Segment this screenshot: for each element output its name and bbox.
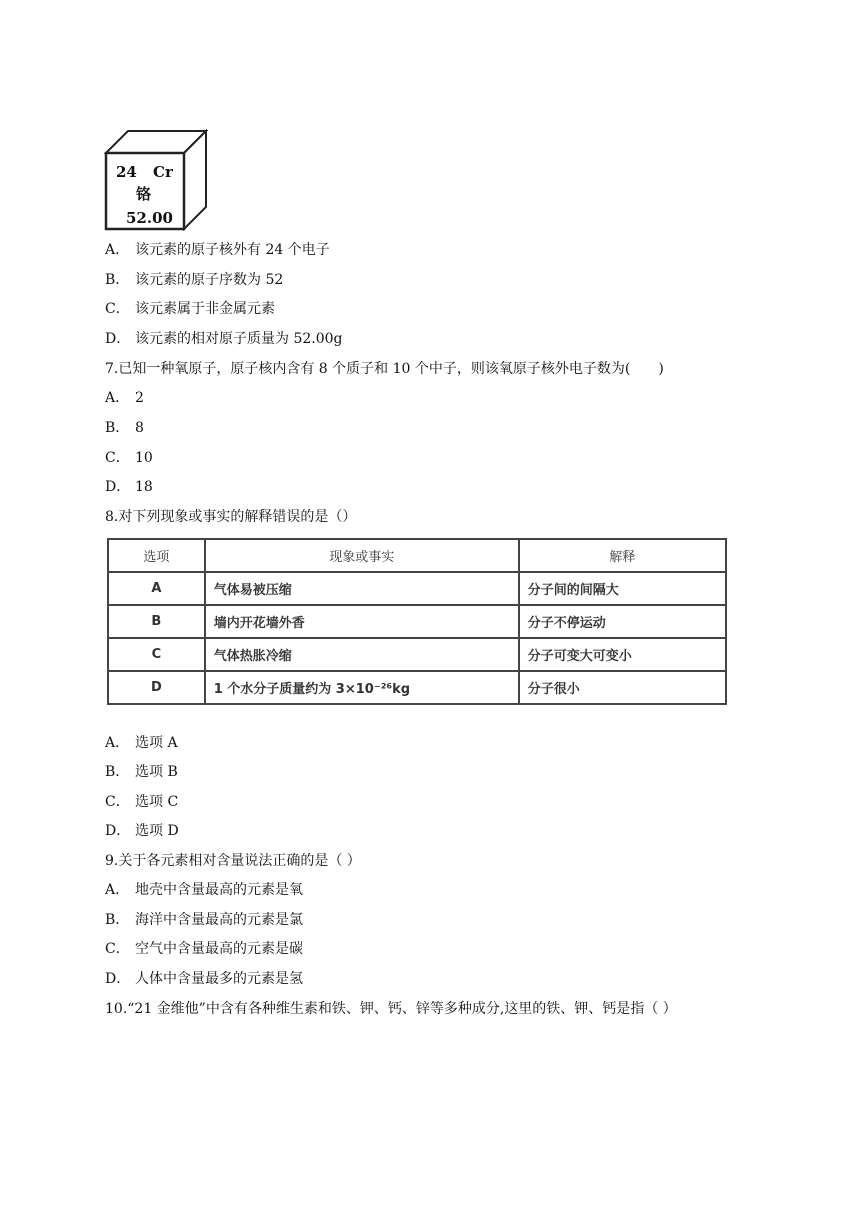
table-cell: 分子间的间隔大 xyxy=(519,572,726,605)
q8-option-b[interactable] xyxy=(105,763,178,781)
q6-option-b[interactable] xyxy=(105,271,283,289)
table-row xyxy=(108,671,726,704)
option-letter: A． xyxy=(105,882,130,898)
table-cell: 气体易被压缩 xyxy=(205,572,519,605)
option-text: 该元素的原子序数为 52 xyxy=(135,272,284,288)
table-cell: B xyxy=(108,605,205,638)
table-row xyxy=(108,638,726,671)
option-text: 选项 A xyxy=(135,735,178,751)
q6-option-a[interactable] xyxy=(105,241,330,259)
option-text: 该元素的相对原子质量为 52.00g xyxy=(135,331,343,347)
option-text: 选项 B xyxy=(135,764,178,780)
table-cell: 气体热胀冷缩 xyxy=(205,638,519,671)
q6-option-c[interactable] xyxy=(105,300,275,318)
q8-option-d[interactable] xyxy=(105,822,179,840)
element-symbol: Cr xyxy=(153,163,173,181)
option-text: 18 xyxy=(135,479,153,495)
option-text: 地壳中含量最高的元素是氧 xyxy=(135,882,303,898)
option-letter: A． xyxy=(105,390,130,406)
element-atomic-number: 24 xyxy=(116,163,137,181)
option-text: 海洋中含量最高的元素是氯 xyxy=(135,912,303,928)
option-letter: C． xyxy=(105,450,130,466)
table-cell: 分子可变大可变小 xyxy=(519,638,726,671)
element-name: 铬 xyxy=(136,185,152,203)
option-letter: A． xyxy=(105,735,130,751)
q7-option-c[interactable] xyxy=(105,449,153,467)
q6-option-d[interactable] xyxy=(105,330,343,348)
option-letter: A． xyxy=(105,242,130,258)
column-header: 选项 xyxy=(108,539,205,572)
table-cell: 分子很小 xyxy=(519,671,726,704)
option-letter: D． xyxy=(105,823,131,839)
q9-option-b[interactable] xyxy=(105,911,303,929)
option-letter: B． xyxy=(105,420,130,436)
table-cell: A xyxy=(108,572,205,605)
q8-option-c[interactable] xyxy=(105,793,178,811)
option-letter: B． xyxy=(105,764,130,780)
option-text: 选项 C xyxy=(135,794,179,810)
q8-option-a[interactable] xyxy=(105,734,178,752)
option-letter: C． xyxy=(105,941,130,957)
q8-stem: 8.对下列现象或事实的解释错误的是（） xyxy=(105,509,357,525)
column-header: 解释 xyxy=(519,539,726,572)
option-text: 该元素属于非金属元素 xyxy=(135,301,275,317)
option-letter: D． xyxy=(105,479,131,495)
table-header-row xyxy=(108,539,726,572)
table-row xyxy=(108,605,726,638)
q7-option-b[interactable] xyxy=(105,419,144,437)
option-letter: D． xyxy=(105,971,131,987)
q9-stem: 9.关于各元素相对含量说法正确的是（ ） xyxy=(105,853,361,869)
option-letter: D． xyxy=(105,331,131,347)
option-text: 2 xyxy=(135,390,144,406)
element-card-cube xyxy=(104,129,208,231)
q9-option-d[interactable] xyxy=(105,970,303,988)
option-text: 该元素的原子核外有 24 个电子 xyxy=(135,242,330,258)
option-text: 选项 D xyxy=(135,823,179,839)
element-atomic-mass: 52.00 xyxy=(126,209,173,227)
q10-stem: 10.“21 金维他”中含有各种维生素和铁、钾、钙、锌等多种成分,这里的铁、钾、钙是指（ ） xyxy=(105,1001,677,1017)
q7-option-a[interactable] xyxy=(105,389,144,407)
q9-option-a[interactable] xyxy=(105,881,303,899)
option-text: 8 xyxy=(135,420,144,436)
phenomenon-explanation-table xyxy=(107,538,727,705)
table-row xyxy=(108,572,726,605)
table-cell: 墙内开花墙外香 xyxy=(205,605,519,638)
column-header: 现象或事实 xyxy=(205,539,519,572)
option-text: 10 xyxy=(135,450,153,466)
q7-stem: 7.已知一种氧原子，原子核内含有 8 个质子和 10 个中子，则该氧原子核外电子数为( ) xyxy=(105,361,664,377)
option-letter: B． xyxy=(105,912,130,928)
table-cell: C xyxy=(108,638,205,671)
table-cell: 分子不停运动 xyxy=(519,605,726,638)
q7-option-d[interactable] xyxy=(105,478,153,496)
table-cell: D xyxy=(108,671,205,704)
table-cell: 1 个水分子质量约为 3×10⁻²⁶kg xyxy=(205,671,519,704)
option-text: 人体中含量最多的元素是氢 xyxy=(135,971,303,987)
q9-option-c[interactable] xyxy=(105,940,303,958)
option-letter: B． xyxy=(105,272,130,288)
option-letter: C． xyxy=(105,794,130,810)
option-letter: C． xyxy=(105,301,130,317)
option-text: 空气中含量最高的元素是碳 xyxy=(135,941,303,957)
